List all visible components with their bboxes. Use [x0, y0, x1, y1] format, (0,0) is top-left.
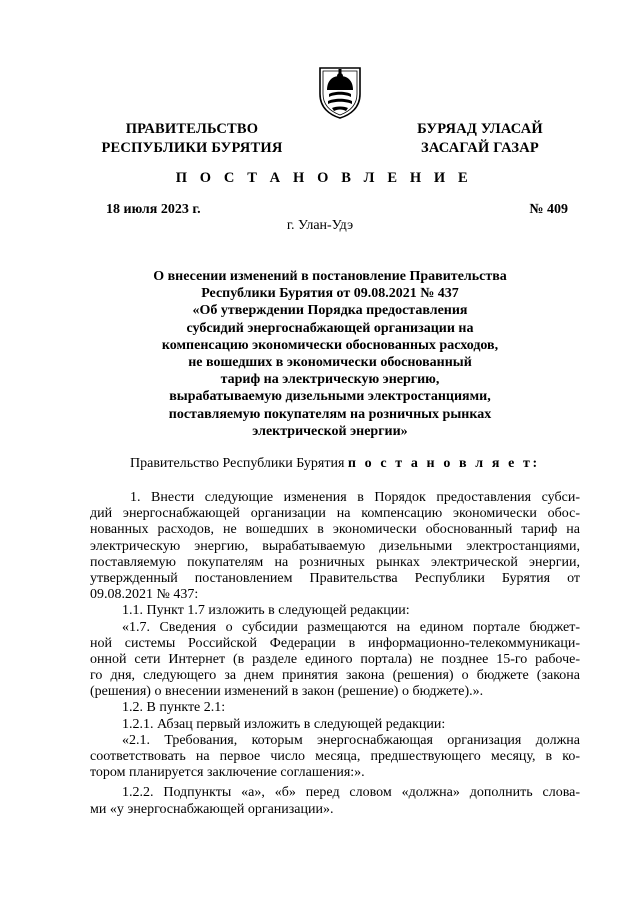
paragraph-line: (решения) о внесении изменений в закон (решение) о бюджете).».: [90, 684, 484, 700]
paragraph-line: «2.1. Требования, которым энергоснабжающая организация должна: [122, 732, 580, 748]
paragraph-1-2: 1.2. В пункте 2.1:: [122, 700, 226, 716]
subject-line: поставляемую покупателям на розничных рынках: [168, 406, 492, 422]
paragraph-line: «1.7. Сведения о субсидии размещаются на едином портале бюджет-: [122, 619, 580, 635]
government-name-bua: [400, 120, 560, 158]
paragraph-line: поставляемую покупателям на розничных рынках электрической энергии,: [90, 554, 580, 570]
paragraph-line: 1. Внести следующие изменения в Порядок предоставления субси-: [130, 490, 580, 505]
document-subject: [120, 268, 540, 440]
paragraph-line: онной сети Интернет (в разделе единого портала) не позднее 15-го рабоче-: [90, 651, 580, 667]
paragraph-1-1: 1.1. Пункт 1.7 изложить в следующей редакции:: [122, 603, 410, 619]
subject-line: О внесении изменений в постановление Правительства: [153, 269, 507, 284]
government-name-ru-line2: РЕСПУБЛИКИ БУРЯТИЯ: [101, 140, 283, 156]
paragraph-line: утвержденный постановлением Правительства Республики Бурятия от: [90, 570, 580, 586]
government-name-ru-line1: ПРАВИТЕЛЬСТВО: [125, 121, 259, 137]
subject-line: электрической энергии»: [252, 423, 408, 439]
decree-lead: Правительство Республики Бурятия: [130, 456, 348, 471]
subject-line: вырабатываемую дизельными электростанциями,: [169, 389, 491, 405]
paragraph-line: ми «у энергоснабжающей организации».: [90, 801, 334, 817]
paragraph-line: тором планируется заключение соглашения:».: [90, 765, 365, 781]
subject-line: «Об утверждении Порядка предоставления: [192, 303, 468, 319]
government-name-bua-line1: БУРЯАД УЛАСАЙ: [417, 121, 543, 137]
document-type: П О С Т А Н О В Л Е Н И Е: [175, 170, 473, 186]
paragraph-1-2-2: 1.2.2. Подпункты «а», «б» перед словом «должна» дополнить слова-: [122, 785, 580, 801]
document-number: № 409: [529, 202, 568, 217]
subject-line: тариф на электрическую энергию,: [220, 372, 440, 388]
paragraph-1-2-1: 1.2.1. Абзац первый изложить в следующей редакции:: [122, 716, 446, 732]
subject-line: не вошедших в экономически обоснованный: [188, 355, 472, 371]
document-city: г. Улан-Удэ: [286, 218, 354, 233]
paragraph-line: нованных расходов, не вошедших в экономически обоснованный тариф на: [90, 522, 580, 538]
paragraph-line: 09.08.2021 № 437:: [90, 587, 199, 603]
decree-verb: п о с т а н о в л я е т:: [347, 456, 540, 471]
subject-line: субсидий энергоснабжающей организации на: [186, 320, 474, 336]
decree-line: [130, 456, 540, 472]
paragraph-line: соответствовать на первое число месяца, предшествующего месяцу, в ко-: [90, 749, 580, 764]
paragraph-line: электрическую энергию, вырабатываемую дизельными электростанциями,: [90, 538, 580, 554]
paragraph-1: [90, 490, 580, 818]
government-name-ru: [92, 120, 292, 158]
subject-line: Республики Бурятия от 09.08.2021 № 437: [201, 286, 459, 302]
document-date: 18 июля 2023 г.: [106, 202, 201, 217]
subject-line: компенсацию экономически обоснованных расходов,: [161, 337, 499, 353]
paragraph-line: ной системы Российской Федерации в информационно-телекоммуникаци-: [90, 635, 580, 651]
paragraph-line: дий энергоснабжающей организации на компенсацию экономически обос-: [90, 506, 580, 522]
coat-of-arms-icon: [316, 64, 364, 120]
government-name-bua-line2: ЗАСАГАЙ ГАЗАР: [421, 140, 539, 156]
paragraph-line: го дня, следующего за днем принятия закона (решения) о бюджете (закона: [90, 668, 580, 684]
